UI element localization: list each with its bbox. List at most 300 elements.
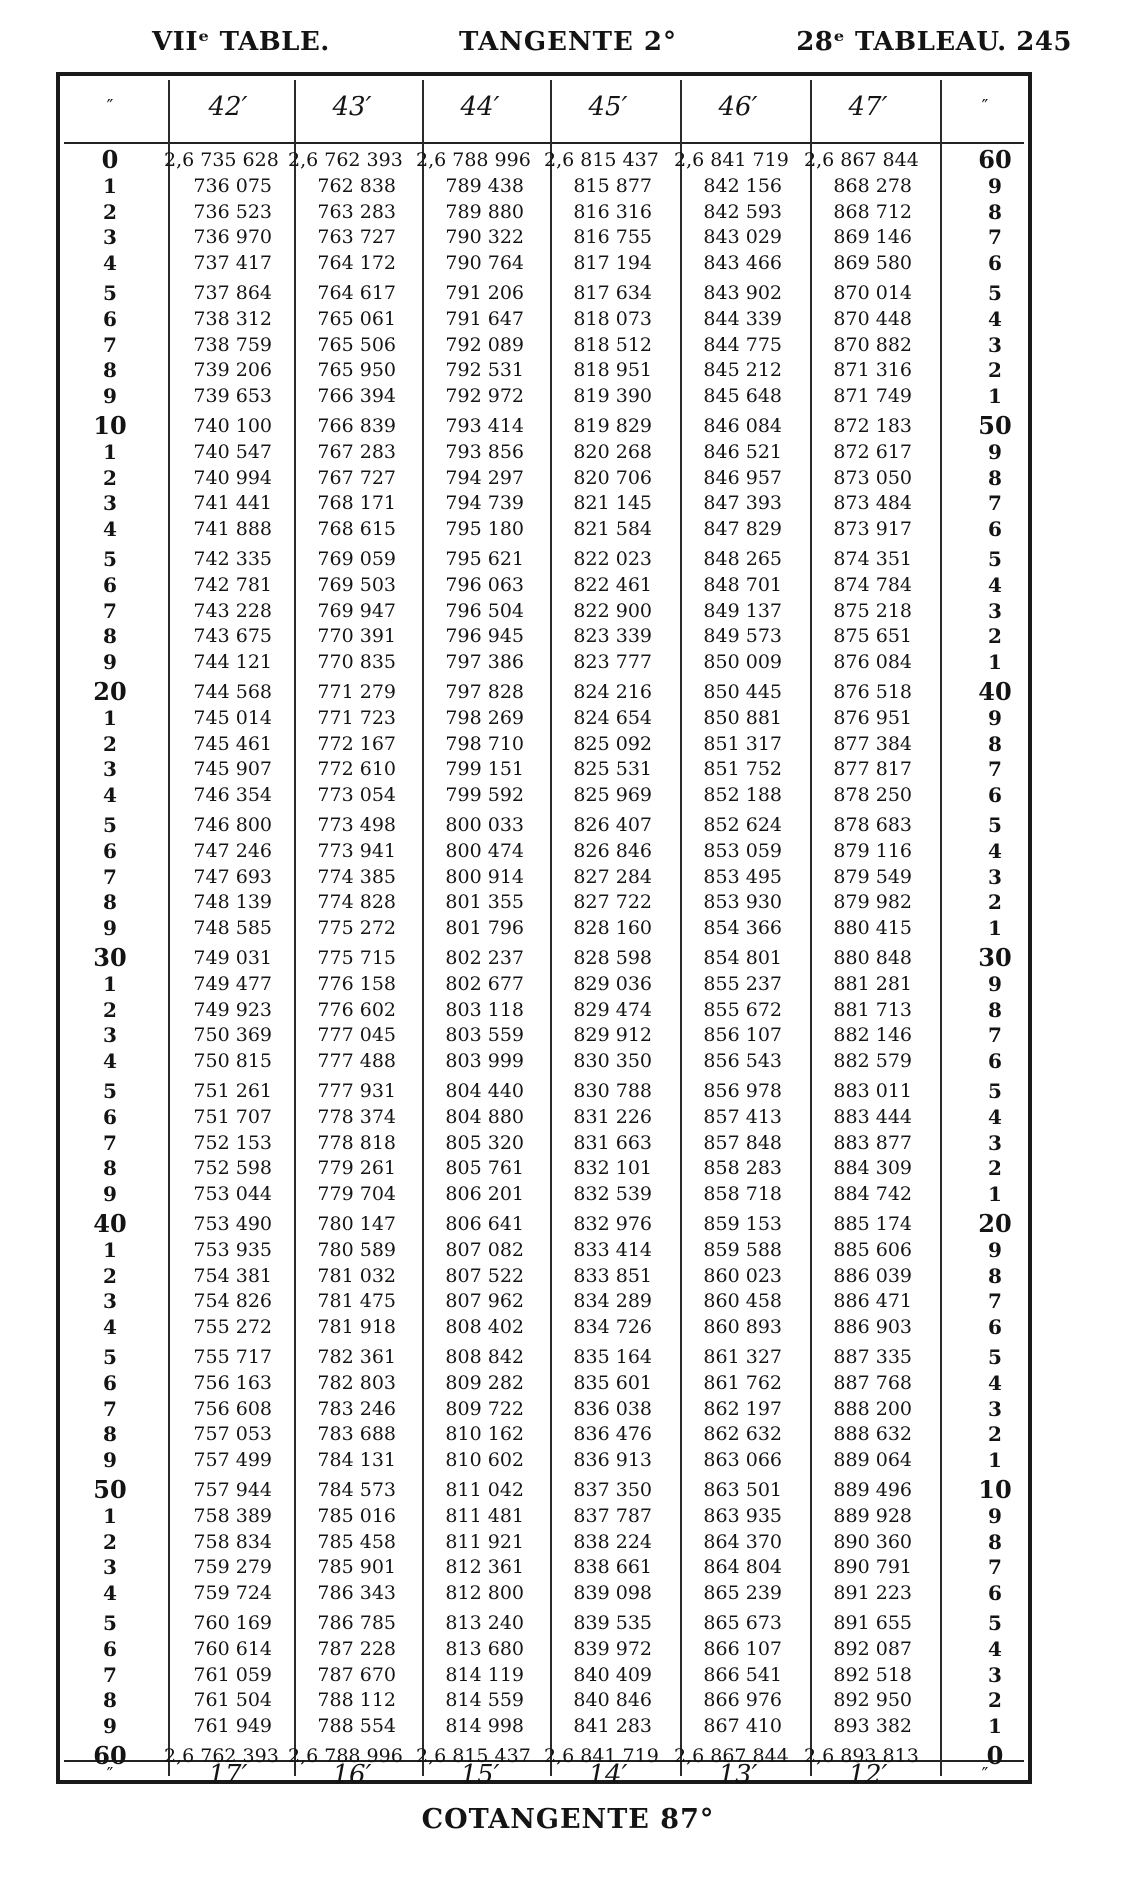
log-value: 890 360 xyxy=(833,1530,912,1553)
log-value: 815 877 xyxy=(573,174,652,197)
row-seconds-right: 50 xyxy=(978,411,1012,440)
log-value: 808 842 xyxy=(445,1346,524,1368)
row-seconds-right: 3 xyxy=(988,1662,1002,1687)
row-seconds-right: 6 xyxy=(988,251,1002,276)
log-value: 755 272 xyxy=(193,1316,272,1339)
log-value: 747 693 xyxy=(193,865,272,888)
log-value: 865 239 xyxy=(703,1582,782,1605)
log-value: 763 283 xyxy=(317,200,396,223)
log-value: 767 727 xyxy=(317,466,396,489)
log-value: 809 722 xyxy=(445,1397,524,1420)
log-value: 845 648 xyxy=(703,385,782,408)
log-value: 811 921 xyxy=(445,1530,524,1553)
log-value: 754 826 xyxy=(193,1290,272,1313)
log-value: 781 475 xyxy=(317,1290,396,1313)
log-value: 773 941 xyxy=(317,839,396,862)
row-seconds-left: 5 xyxy=(103,547,117,571)
log-value: 788 112 xyxy=(317,1689,396,1712)
log-value: 806 641 xyxy=(445,1213,524,1235)
row-seconds-right: 8 xyxy=(988,731,1002,756)
log-value: 808 402 xyxy=(445,1316,524,1339)
log-value: 740 994 xyxy=(193,466,272,489)
log-value: 769 947 xyxy=(317,599,396,622)
row-seconds-right: 8 xyxy=(988,1529,1002,1554)
log-value: 817 634 xyxy=(573,282,652,304)
row-seconds-right: 9 xyxy=(988,705,1002,730)
log-value: 889 064 xyxy=(833,1449,912,1472)
log-value: 814 559 xyxy=(445,1689,524,1712)
log-value: 860 023 xyxy=(703,1264,782,1287)
log-value: 748 585 xyxy=(193,917,272,940)
log-value: 866 107 xyxy=(703,1637,782,1660)
log-value: 754 381 xyxy=(193,1264,272,1287)
log-value: 757 499 xyxy=(193,1449,272,1472)
row-seconds-right: 5 xyxy=(988,1345,1002,1369)
row-seconds-left: 8 xyxy=(103,1688,117,1713)
log-value: 821 584 xyxy=(573,518,652,541)
log-value: 819 829 xyxy=(573,415,652,437)
log-value: 811 042 xyxy=(445,1479,524,1501)
log-value: 843 466 xyxy=(703,252,782,275)
log-value: 873 484 xyxy=(833,492,912,515)
log-value: 783 246 xyxy=(317,1397,396,1420)
log-value: 860 458 xyxy=(703,1290,782,1313)
row-seconds-left: 7 xyxy=(103,864,117,889)
log-value: 745 907 xyxy=(193,758,272,781)
log-value: 810 162 xyxy=(445,1423,524,1446)
log-value: 880 848 xyxy=(833,947,912,969)
log-value: 857 848 xyxy=(703,1131,782,1154)
log-value: 744 121 xyxy=(193,651,272,674)
seconds-footer-left: ″ xyxy=(106,1764,114,1785)
log-value: 749 923 xyxy=(193,998,272,1021)
row-seconds-right: 2 xyxy=(988,624,1002,649)
log-value: 840 846 xyxy=(573,1689,652,1712)
log-value: 824 216 xyxy=(573,681,652,703)
row-seconds-right: 60 xyxy=(978,145,1012,174)
log-value: 777 931 xyxy=(317,1080,396,1102)
log-value: 793 414 xyxy=(445,415,524,437)
column-footer-minutes: 13′ xyxy=(718,1760,758,1790)
log-value: 807 522 xyxy=(445,1264,524,1287)
column-footer-minutes: 16′ xyxy=(332,1760,372,1790)
log-value: 889 496 xyxy=(833,1479,912,1501)
row-seconds-left: 5 xyxy=(103,813,117,837)
log-value: 752 153 xyxy=(193,1131,272,1154)
log-value: 858 718 xyxy=(703,1183,782,1206)
row-seconds-left: 3 xyxy=(103,1289,117,1314)
row-seconds-right: 1 xyxy=(988,916,1002,941)
row-seconds-left: 9 xyxy=(103,1182,117,1207)
log-value: 850 445 xyxy=(703,681,782,703)
log-value: 2,6 867 844 xyxy=(674,1745,789,1767)
column-header-minutes: 42′ xyxy=(208,92,248,122)
row-seconds-left: 9 xyxy=(103,384,117,409)
row-seconds-left: 2 xyxy=(103,1529,117,1554)
row-seconds-left: 3 xyxy=(103,757,117,782)
row-seconds-left: 6 xyxy=(103,1636,117,1661)
log-value: 813 680 xyxy=(445,1637,524,1660)
log-value: 860 893 xyxy=(703,1316,782,1339)
log-value: 742 335 xyxy=(193,548,272,570)
log-value: 847 829 xyxy=(703,518,782,541)
log-value: 870 882 xyxy=(833,333,912,356)
log-value: 803 999 xyxy=(445,1050,524,1073)
log-value: 789 880 xyxy=(445,200,524,223)
log-value: 870 448 xyxy=(833,307,912,330)
row-seconds-left: 9 xyxy=(103,650,117,675)
row-seconds-left: 8 xyxy=(103,624,117,649)
row-seconds-left: 1 xyxy=(103,1237,117,1262)
row-seconds-left: 0 xyxy=(101,145,119,174)
log-value: 863 935 xyxy=(703,1504,782,1527)
log-value: 761 949 xyxy=(193,1715,272,1738)
log-value: 2,6 788 996 xyxy=(416,149,531,171)
log-value: 857 413 xyxy=(703,1105,782,1128)
log-value: 771 723 xyxy=(317,706,396,729)
row-seconds-left: 4 xyxy=(103,783,117,808)
row-seconds-left: 40 xyxy=(93,1209,127,1238)
row-seconds-right: 8 xyxy=(988,199,1002,224)
log-value: 874 784 xyxy=(833,573,912,596)
header-table-number: VIIᵉ TABLE. xyxy=(152,27,330,57)
log-value: 781 032 xyxy=(317,1264,396,1287)
row-seconds-left: 2 xyxy=(103,199,117,224)
log-value: 2,6 788 996 xyxy=(288,1745,403,1767)
row-seconds-right: 5 xyxy=(988,813,1002,837)
log-value: 2,6 815 437 xyxy=(416,1745,531,1767)
log-value: 777 488 xyxy=(317,1050,396,1073)
log-value: 882 146 xyxy=(833,1024,912,1047)
log-value: 737 864 xyxy=(193,282,272,304)
log-value: 834 289 xyxy=(573,1290,652,1313)
row-seconds-left: 10 xyxy=(93,411,127,440)
header-title: TANGENTE 2° xyxy=(459,27,677,57)
log-value: 786 343 xyxy=(317,1582,396,1605)
row-seconds-left: 4 xyxy=(103,1581,117,1606)
log-value: 765 061 xyxy=(317,307,396,330)
log-value: 846 521 xyxy=(703,440,782,463)
log-value: 775 272 xyxy=(317,917,396,940)
row-seconds-right: 5 xyxy=(988,547,1002,571)
row-seconds-right: 7 xyxy=(988,491,1002,516)
log-value: 856 978 xyxy=(703,1080,782,1102)
log-value: 761 059 xyxy=(193,1663,272,1686)
log-value: 769 059 xyxy=(317,548,396,570)
log-value: 888 200 xyxy=(833,1397,912,1420)
row-seconds-right: 1 xyxy=(988,1182,1002,1207)
log-value: 889 928 xyxy=(833,1504,912,1527)
log-value: 833 851 xyxy=(573,1264,652,1287)
log-value: 780 147 xyxy=(317,1213,396,1235)
row-seconds-left: 1 xyxy=(103,439,117,464)
row-seconds-right: 4 xyxy=(988,1370,1002,1395)
row-seconds-left: 30 xyxy=(93,943,127,972)
log-value: 831 663 xyxy=(573,1131,652,1154)
log-value: 844 339 xyxy=(703,307,782,330)
log-value: 749 477 xyxy=(193,972,272,995)
log-value: 746 800 xyxy=(193,814,272,836)
log-value: 832 101 xyxy=(573,1157,652,1180)
log-value: 740 100 xyxy=(193,415,272,437)
log-value: 856 543 xyxy=(703,1050,782,1073)
log-value: 785 458 xyxy=(317,1530,396,1553)
log-value: 887 335 xyxy=(833,1346,912,1368)
log-value: 783 688 xyxy=(317,1423,396,1446)
log-value: 867 410 xyxy=(703,1715,782,1738)
log-value: 791 206 xyxy=(445,282,524,304)
log-value: 776 602 xyxy=(317,998,396,1021)
log-value: 861 762 xyxy=(703,1371,782,1394)
log-value: 839 972 xyxy=(573,1637,652,1660)
log-value: 739 653 xyxy=(193,385,272,408)
log-value: 748 139 xyxy=(193,891,272,914)
row-seconds-right: 2 xyxy=(988,1156,1002,1181)
log-value: 838 661 xyxy=(573,1556,652,1579)
log-value: 760 169 xyxy=(193,1612,272,1634)
row-seconds-left: 6 xyxy=(103,306,117,331)
row-seconds-left: 5 xyxy=(103,1345,117,1369)
log-value: 814 998 xyxy=(445,1715,524,1738)
row-seconds-right: 4 xyxy=(988,572,1002,597)
log-value: 800 474 xyxy=(445,839,524,862)
log-value: 741 441 xyxy=(193,492,272,515)
log-value: 805 320 xyxy=(445,1131,524,1154)
log-value: 864 370 xyxy=(703,1530,782,1553)
log-value: 739 206 xyxy=(193,359,272,382)
log-value: 812 800 xyxy=(445,1582,524,1605)
log-value: 874 351 xyxy=(833,548,912,570)
log-value: 820 706 xyxy=(573,466,652,489)
log-value: 750 815 xyxy=(193,1050,272,1073)
log-value: 741 888 xyxy=(193,518,272,541)
log-value: 850 881 xyxy=(703,706,782,729)
log-value: 884 309 xyxy=(833,1157,912,1180)
log-value: 753 935 xyxy=(193,1238,272,1261)
log-value: 747 246 xyxy=(193,839,272,862)
column-header-minutes: 43′ xyxy=(332,92,372,122)
row-seconds-right: 4 xyxy=(988,1104,1002,1129)
log-value: 753 044 xyxy=(193,1183,272,1206)
log-value: 738 759 xyxy=(193,333,272,356)
seconds-header-right: ″ xyxy=(981,96,989,117)
row-seconds-right: 8 xyxy=(988,997,1002,1022)
log-value: 771 279 xyxy=(317,681,396,703)
row-seconds-right: 9 xyxy=(988,971,1002,996)
row-seconds-left: 7 xyxy=(103,1396,117,1421)
row-seconds-left: 60 xyxy=(93,1741,127,1770)
log-value: 757 053 xyxy=(193,1423,272,1446)
log-value: 846 084 xyxy=(703,415,782,437)
row-seconds-right: 7 xyxy=(988,757,1002,782)
row-seconds-left: 9 xyxy=(103,1714,117,1739)
log-value: 879 116 xyxy=(833,839,912,862)
log-value: 850 009 xyxy=(703,651,782,674)
log-value: 743 228 xyxy=(193,599,272,622)
log-value: 882 579 xyxy=(833,1050,912,1073)
log-value: 892 518 xyxy=(833,1663,912,1686)
row-seconds-right: 7 xyxy=(988,1555,1002,1580)
row-seconds-left: 6 xyxy=(103,1104,117,1129)
log-value: 835 164 xyxy=(573,1346,652,1368)
log-value: 823 339 xyxy=(573,625,652,648)
row-seconds-left: 8 xyxy=(103,1156,117,1181)
log-value: 814 119 xyxy=(445,1663,524,1686)
log-value: 756 608 xyxy=(193,1397,272,1420)
row-seconds-right: 4 xyxy=(988,838,1002,863)
log-value: 792 531 xyxy=(445,359,524,382)
log-value: 790 764 xyxy=(445,252,524,275)
log-value: 855 672 xyxy=(703,998,782,1021)
log-value: 876 951 xyxy=(833,706,912,729)
log-value: 768 171 xyxy=(317,492,396,515)
log-value: 785 016 xyxy=(317,1504,396,1527)
log-value: 891 223 xyxy=(833,1582,912,1605)
log-value: 809 282 xyxy=(445,1371,524,1394)
row-seconds-left: 9 xyxy=(103,1448,117,1473)
log-value: 770 391 xyxy=(317,625,396,648)
log-value: 804 880 xyxy=(445,1105,524,1128)
log-value: 825 092 xyxy=(573,732,652,755)
log-value: 854 801 xyxy=(703,947,782,969)
log-value: 885 606 xyxy=(833,1238,912,1261)
log-value: 813 240 xyxy=(445,1612,524,1634)
column-separator xyxy=(940,80,942,1776)
row-seconds-left: 8 xyxy=(103,1422,117,1447)
log-value: 875 218 xyxy=(833,599,912,622)
log-value: 853 059 xyxy=(703,839,782,862)
log-value: 847 393 xyxy=(703,492,782,515)
log-value: 884 742 xyxy=(833,1183,912,1206)
row-seconds-left: 7 xyxy=(103,598,117,623)
log-value: 877 384 xyxy=(833,732,912,755)
row-seconds-left: 7 xyxy=(103,1130,117,1155)
log-value: 779 704 xyxy=(317,1183,396,1206)
log-value: 875 651 xyxy=(833,625,912,648)
log-value: 799 592 xyxy=(445,784,524,807)
log-value: 891 655 xyxy=(833,1612,912,1634)
log-value: 836 038 xyxy=(573,1397,652,1420)
log-value: 886 039 xyxy=(833,1264,912,1287)
log-value: 812 361 xyxy=(445,1556,524,1579)
log-value: 804 440 xyxy=(445,1080,524,1102)
row-seconds-right: 9 xyxy=(988,439,1002,464)
row-seconds-left: 20 xyxy=(93,677,127,706)
log-value: 750 369 xyxy=(193,1024,272,1047)
log-value: 826 407 xyxy=(573,814,652,836)
log-value: 794 297 xyxy=(445,466,524,489)
row-seconds-right: 7 xyxy=(988,225,1002,250)
log-value: 788 554 xyxy=(317,1715,396,1738)
row-seconds-left: 50 xyxy=(93,1475,127,1504)
log-value: 781 918 xyxy=(317,1316,396,1339)
log-value: 784 131 xyxy=(317,1449,396,1472)
row-seconds-right: 6 xyxy=(988,783,1002,808)
log-value: 877 817 xyxy=(833,758,912,781)
log-value: 2,6 867 844 xyxy=(804,149,919,171)
log-value: 881 281 xyxy=(833,972,912,995)
row-seconds-left: 4 xyxy=(103,1049,117,1074)
log-value: 770 835 xyxy=(317,651,396,674)
log-value: 740 547 xyxy=(193,440,272,463)
log-value: 811 481 xyxy=(445,1504,524,1527)
log-value: 890 791 xyxy=(833,1556,912,1579)
row-seconds-right: 5 xyxy=(988,1611,1002,1635)
log-value: 819 390 xyxy=(573,385,652,408)
log-value: 859 588 xyxy=(703,1238,782,1261)
log-value: 767 283 xyxy=(317,440,396,463)
log-value: 793 856 xyxy=(445,440,524,463)
header-rule xyxy=(64,142,1024,144)
log-value: 2,6 735 628 xyxy=(164,149,279,171)
column-header-minutes: 47′ xyxy=(848,92,888,122)
column-header-minutes: 46′ xyxy=(718,92,758,122)
log-value: 789 438 xyxy=(445,174,524,197)
row-seconds-left: 4 xyxy=(103,517,117,542)
log-value: 742 781 xyxy=(193,573,272,596)
row-seconds-right: 2 xyxy=(988,890,1002,915)
row-seconds-left: 3 xyxy=(103,1023,117,1048)
log-value: 2,6 815 437 xyxy=(544,149,659,171)
row-seconds-right: 2 xyxy=(988,358,1002,383)
log-value: 2,6 893 813 xyxy=(804,1745,919,1767)
row-seconds-right: 30 xyxy=(978,943,1012,972)
log-value: 881 713 xyxy=(833,998,912,1021)
log-value: 878 683 xyxy=(833,814,912,836)
log-value: 862 197 xyxy=(703,1397,782,1420)
row-seconds-right: 2 xyxy=(988,1422,1002,1447)
row-seconds-right: 1 xyxy=(988,1448,1002,1473)
log-value: 844 775 xyxy=(703,333,782,356)
log-value: 861 327 xyxy=(703,1346,782,1368)
column-header-minutes: 45′ xyxy=(588,92,628,122)
log-value: 743 675 xyxy=(193,625,272,648)
log-value: 832 539 xyxy=(573,1183,652,1206)
log-value: 744 568 xyxy=(193,681,272,703)
row-seconds-left: 1 xyxy=(103,173,117,198)
log-value: 736 075 xyxy=(193,174,272,197)
log-value: 840 409 xyxy=(573,1663,652,1686)
log-value: 766 839 xyxy=(317,415,396,437)
log-value: 736 970 xyxy=(193,226,272,249)
log-value: 751 261 xyxy=(193,1080,272,1102)
row-seconds-right: 3 xyxy=(988,598,1002,623)
log-value: 803 559 xyxy=(445,1024,524,1047)
log-value: 872 183 xyxy=(833,415,912,437)
log-value: 868 278 xyxy=(833,174,912,197)
log-value: 818 512 xyxy=(573,333,652,356)
log-value: 2,6 762 393 xyxy=(164,1745,279,1767)
log-value: 802 237 xyxy=(445,947,524,969)
log-value: 863 066 xyxy=(703,1449,782,1472)
log-value: 822 900 xyxy=(573,599,652,622)
log-value: 823 777 xyxy=(573,651,652,674)
log-value: 758 389 xyxy=(193,1504,272,1527)
log-value: 795 180 xyxy=(445,518,524,541)
seconds-header-left: ″ xyxy=(106,96,114,117)
log-value: 830 788 xyxy=(573,1080,652,1102)
seconds-footer-right: ″ xyxy=(981,1764,989,1785)
log-value: 785 901 xyxy=(317,1556,396,1579)
log-value: 798 269 xyxy=(445,706,524,729)
log-value: 817 194 xyxy=(573,252,652,275)
log-value: 871 316 xyxy=(833,359,912,382)
log-value: 807 082 xyxy=(445,1238,524,1261)
log-value: 893 382 xyxy=(833,1715,912,1738)
log-value: 879 982 xyxy=(833,891,912,914)
log-value: 736 523 xyxy=(193,200,272,223)
log-value: 2,6 762 393 xyxy=(288,149,403,171)
